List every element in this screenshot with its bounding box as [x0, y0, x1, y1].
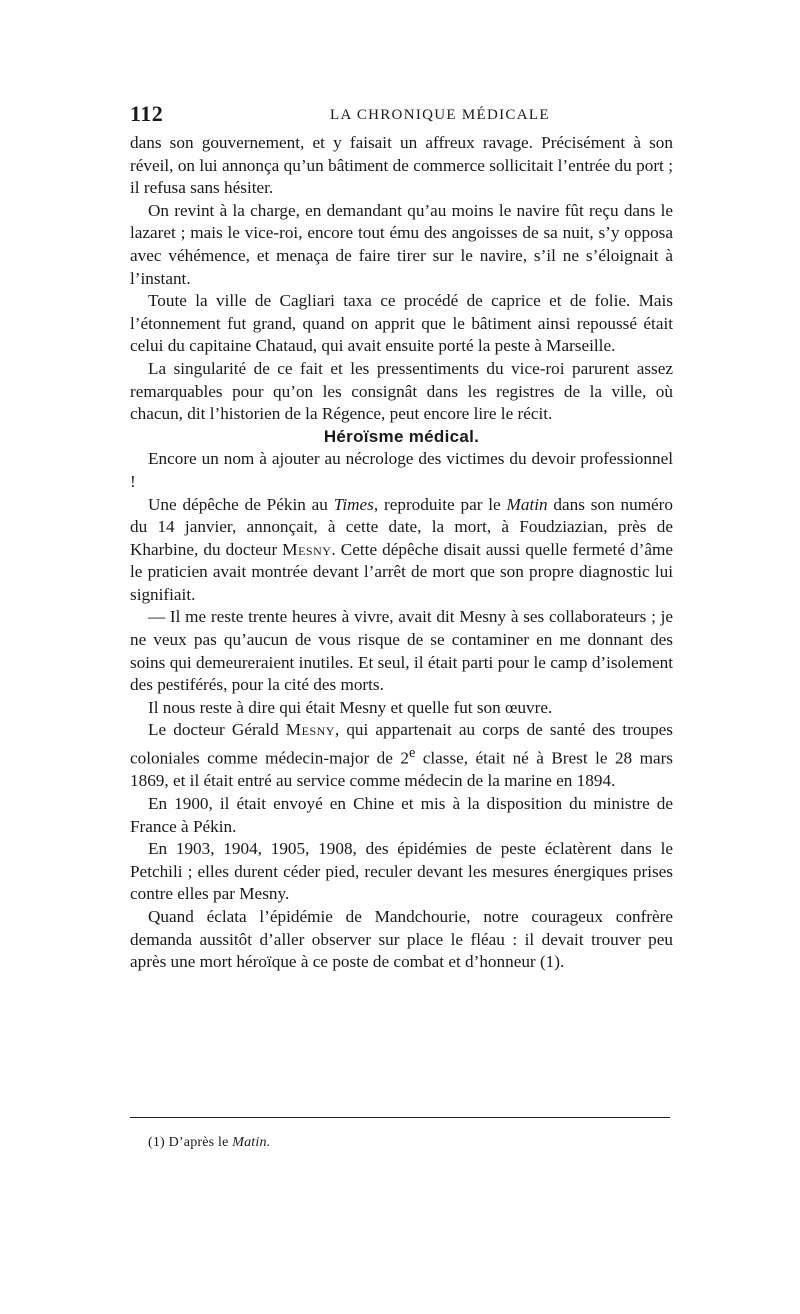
text-run: Le docteur Gérald	[148, 720, 286, 740]
running-title: LA CHRONIQUE MÉDICALE	[330, 107, 550, 123]
footnote-divider	[130, 1117, 670, 1118]
paragraph: Encore un nom à ajouter au nécrologe des victimes du devoir professionnel !	[130, 449, 673, 491]
text-run: . Cette dépêche disait aussi quelle fermeté d’âme le praticien avait montrée devant l’arrêt de mort que son propre diagnostic lui signifiait.	[130, 539, 673, 604]
newspaper-title: Times	[333, 494, 374, 514]
newspaper-title: Matin	[506, 494, 548, 514]
text-run: , reproduite par le	[373, 494, 507, 514]
paragraph: Quand éclata l’épidémie de Mandchourie, notre courageux confrère demanda aussitôt d’aller observer sur place le fléau : il devait trouver peu après une mort héroïque à ce poste de combat et d’honneur (1).	[130, 906, 673, 972]
person-name: Mesny	[285, 720, 335, 740]
paragraph: dans son gouvernement, et y faisait un affreux ravage. Précisément à son réveil, on lui annonça qu’un bâtiment de commerce sollicitait l’entrée du port ; il refusa sans hésiter.	[130, 133, 673, 198]
paragraph	[130, 494, 673, 607]
footnote	[148, 1135, 270, 1151]
paragraph: La singularité de ce fait et les pressentiments du vice-roi parurent assez remarquables pour qu’on les consignât dans les registres de la ville, où chacun, dit l’historien de la Régence, peut encore lire le récit.	[130, 358, 673, 424]
person-name: Mesny	[282, 539, 332, 559]
text-run: dans son numéro du 14 janvier, annonçait, à cette date, la mort, à Foudziazian, près de Kharbine, du docteur	[130, 494, 674, 559]
text-run: Une dépêche de Pékin au	[148, 494, 334, 514]
body-text	[130, 132, 673, 974]
section-title: Héroïsme médical.	[323, 426, 480, 446]
paragraph: Il nous reste à dire qui était Mesny et quelle fut son œuvre.	[148, 697, 553, 717]
paragraph: On revint à la charge, en demandant qu’au moins le navire fût reçu dans le lazaret ; mais le vice-roi, encore tout ému des angoisses de sa nuit, s’y opposa avec véhémence, et menaça de faire tirer sur le navire, s’il ne s’éloignait à l’instant.	[130, 200, 673, 288]
page-number: 112	[130, 101, 164, 126]
footnote-text: (1) D’après le	[148, 1135, 233, 1150]
paragraph: En 1903, 1904, 1905, 1908, des épidémies de peste éclatèrent dans le Petchili ; elles durent céder pied, reculer devant les mesures énergiques prises contre elles par Mesny.	[130, 839, 673, 904]
paragraph: Toute la ville de Cagliari taxa ce procédé de caprice et de folie. Mais l’étonnement fut grand, quand on apprit que le bâtiment ainsi repoussé était celui du capitaine Chataud, qui avait ensuite porté la peste à Marseille.	[130, 291, 673, 356]
paragraph	[130, 719, 673, 793]
text-run: classe, était né à Brest le 28 mars 1869, et il était entré au service comme médecin de la marine en 1894.	[130, 748, 673, 791]
page-header	[130, 101, 675, 129]
text-run: , qui appartenait au corps de santé des troupes coloniales comme médecin-major de 2	[130, 720, 673, 768]
ordinal-superscript: e	[408, 745, 416, 762]
footnote-source: Matin.	[232, 1135, 271, 1150]
paragraph: En 1900, il était envoyé en Chine et mis à la disposition du ministre de France à Pékin.	[130, 793, 673, 836]
paragraph: — Il me reste trente heures à vivre, avait dit Mesny à ses collaborateurs ; je ne veux pas qu’aucun de vous risque de se contaminer en me donnant des soins qui demeureraient inutiles. Et seul, il était parti pour le camp d’isolement des pestiférés, pour la cité des morts.	[130, 607, 673, 695]
